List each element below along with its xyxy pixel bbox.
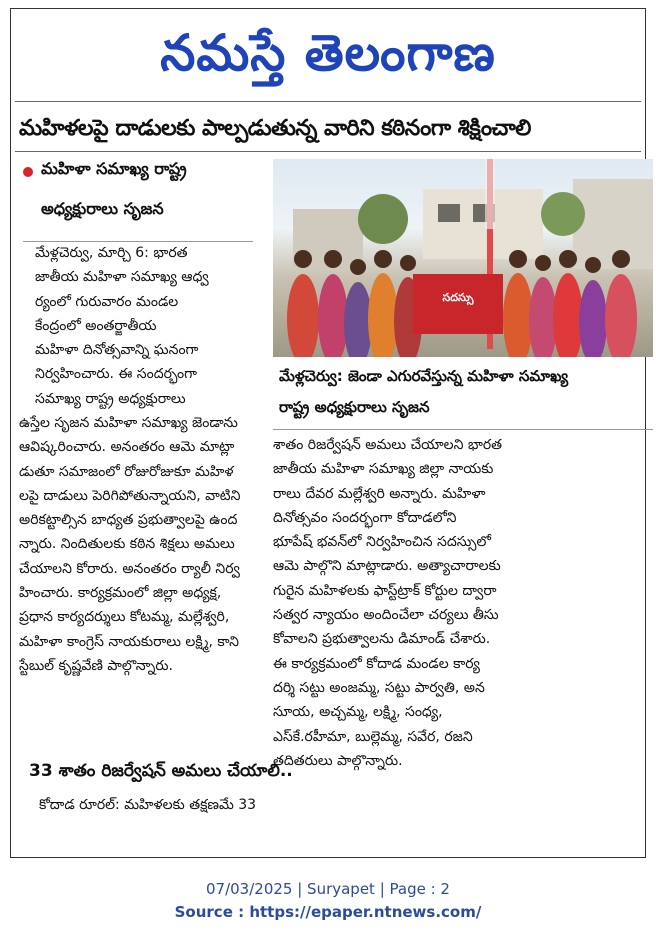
caption-divider (273, 429, 653, 430)
text-line: కేంద్రంలో అంతర్జాతీయ (35, 317, 157, 334)
photo-illustration (273, 159, 653, 357)
text-line: ఉస్తేల సృజన మహిళా సమాఖ్య జెండాను (19, 415, 238, 431)
text-line: లపై దాడులు పెరిగిపోతున్నాయని, వాటిని (19, 487, 241, 504)
text-line: మేళ్లచెర్వు, మార్చి 6: భారత (35, 245, 188, 261)
text-line: సత్వర న్యాయం అందించేలా చర్యలు తీసు (273, 607, 499, 624)
text-line: ర్యంలో గురువారం మండల (35, 293, 179, 310)
text-line: శాతం రిజర్వేషన్ అమలు చేయాలని భారత (273, 437, 503, 453)
left-column-bottom (39, 793, 265, 817)
text-line: డుతూ సమాజంలో రోజురోజుకూ మహిళ (19, 463, 234, 480)
text-line: కోవాలని ప్రభుత్వాలను డిమాండ్ చేశారు. (273, 631, 491, 648)
text-line: ఆవిష్కరించారు. అనంతరం ఆమె మాట్లా (19, 439, 235, 456)
text-line: జాతీయ మహిళా సమాఖ్య ఆధ్వ (35, 269, 209, 286)
subhead-line-1: మహిళా సమాఖ్య రాష్ట్ర (41, 159, 187, 178)
text-line: తదితరులు పాల్గొన్నారు. (273, 752, 403, 769)
caption-line-2: రాష్ట్ర అధ్యక్షురాలు సృజన (279, 398, 430, 416)
subhead-line-2: అధ్యక్షురాలు సృజన (41, 199, 164, 218)
text-line: చేయాలని కోరారు. అనంతరం ర్యాలీ నిర్వ (19, 560, 240, 577)
text-line: ఎస్‌కే.రహీమా, బుల్లెమ్మ, సవేర, రజని (273, 728, 473, 745)
article-headline: మహిళలపై దాడులకు పాల్పడుతున్న వారిని కఠినంగా శిక్షించాలి (19, 116, 531, 141)
masthead-divider (15, 101, 641, 102)
news-photo (273, 159, 653, 357)
text-line: గురైన మహిళలకు ఫాస్ట్‌ట్రాక్ కోర్టుల ద్వారా (273, 582, 497, 599)
text-line: హించారు. కార్యక్రమంలో జిల్లా అధ్యక్ష, (19, 585, 222, 602)
text-line: ఈ కార్యక్రమంలో కోదాడ మండల కార్య (273, 655, 480, 672)
bullet-icon (23, 167, 33, 177)
text-line: దినోత్సవం సందర్భంగా కోదాడలోని (273, 509, 457, 526)
text-line: రాలు దేవర మల్లేశ్వరి అన్నారు. మహిళా (273, 485, 486, 502)
text-line: న్నారు. నిందితులకు కఠిన శిక్షలు అమలు (19, 536, 235, 553)
text-line: ప్రధాన కార్యదర్శులు కోటమ్మ, మల్లేశ్వరి, (19, 609, 230, 626)
photo-banner-text: సదస్సు (442, 291, 474, 304)
text-line: స్టేబుల్ కృష్ణవేణి పాల్గొన్నారు. (19, 657, 173, 674)
text-line: మహిళా దినోత్సవాన్ని ఘనంగా (35, 342, 199, 359)
footer-source-link[interactable]: Source : https://epaper.ntnews.com/ (174, 903, 482, 921)
text-line: అరికట్టాల్సిన బాధ్యత ప్రభుత్వాలపై ఉంద (19, 512, 238, 529)
text-line: జాతీయ మహిళా సమాఖ్య జిల్లా నాయకు (273, 461, 494, 478)
article-frame (10, 8, 646, 858)
text-line: సూయ, అచ్చమ్మ, లక్ష్మి, సంధ్య, (273, 704, 443, 721)
newspaper-masthead: నమస్తే తెలంగాణ (160, 24, 496, 82)
text-line: దర్శి సట్టు అంజమ్మ, సట్టు పార్వతి, అన (273, 679, 485, 696)
right-column (273, 433, 643, 773)
footer-date-line: 07/03/2025 | Suryapet | Page : 2 (206, 880, 450, 898)
caption-line-1: మేళ్లచెర్వు: జెండా ఎగురవేస్తున్న మహిళా సమాఖ్య (279, 367, 569, 385)
text-line: నిర్వహించారు. ఈ సందర్భంగా (35, 366, 198, 383)
left-column-top (35, 241, 263, 411)
text-line: ఆమె పాల్గొని మాట్లాడారు. అత్యాచారాలకు (273, 558, 501, 575)
text-line: సమాఖ్య రాష్ట్ర అధ్యక్షురాలు (35, 390, 186, 407)
left-column-body (19, 411, 265, 678)
photo-caption (279, 361, 647, 423)
text-line: కోదాడ రూరల్: మహిళలకు తక్షణమే 33 (39, 797, 257, 813)
text-line: భూపేష్ భవన్‌లో నిర్వహించిన సదస్సులో (273, 534, 491, 551)
headline-divider (15, 151, 641, 152)
section-heading: 33 శాతం రిజర్వేషన్ అమలు చేయాలి.. (29, 761, 293, 781)
text-line: మహిళా కాంగ్రెస్ నాయకురాలు లక్ష్మి, కాని (19, 633, 239, 650)
